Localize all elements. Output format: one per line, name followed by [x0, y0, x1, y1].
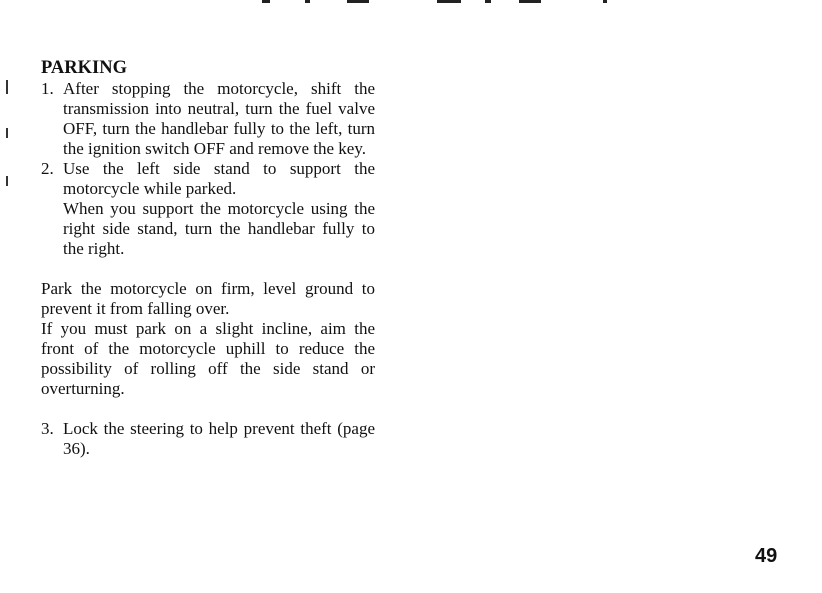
scan-mark	[262, 0, 270, 3]
step-number: 1.	[41, 79, 54, 98]
scan-mark	[437, 0, 461, 3]
scan-mark	[519, 0, 541, 3]
step-body	[63, 159, 375, 259]
note-paragraph: If you must park on a slight incline, aim the front of the motorcycle uphill to reduce the possibility of rolling off the side stand or overturning.	[41, 319, 375, 398]
step-item	[41, 79, 375, 159]
scan-mark	[485, 0, 491, 3]
step-item	[41, 159, 375, 259]
step-text: Use the left side stand to support the motorcycle while parked.	[63, 159, 375, 198]
page-number: 49	[755, 545, 778, 567]
step-text: Lock the steering to help prevent theft (page 36).	[63, 419, 375, 458]
scan-mark	[305, 0, 310, 3]
step-text: After stopping the motorcycle, shift the transmission into neutral, turn the fuel valve OFF, turn the handlebar fully to the left, turn the ignition switch OFF and remove the key.	[63, 79, 375, 158]
step-body	[63, 419, 375, 459]
step-number: 3.	[41, 419, 54, 438]
step-number: 2.	[41, 159, 54, 178]
step-item	[41, 419, 375, 459]
scan-mark	[603, 0, 607, 3]
parking-steps	[41, 79, 375, 259]
section-heading: PARKING	[41, 58, 127, 78]
note-paragraph: Park the motorcycle on firm, level ground to prevent it from falling over.	[41, 279, 375, 318]
scan-mark	[347, 0, 369, 3]
margin-mark	[6, 128, 8, 138]
parking-section	[41, 57, 375, 459]
step-body	[63, 79, 375, 159]
top-edge-marks	[0, 0, 822, 6]
margin-mark	[6, 80, 8, 94]
step-text: When you support the motorcycle using the right side stand, turn the handlebar fully to the right.	[63, 199, 375, 258]
margin-mark	[6, 176, 8, 186]
